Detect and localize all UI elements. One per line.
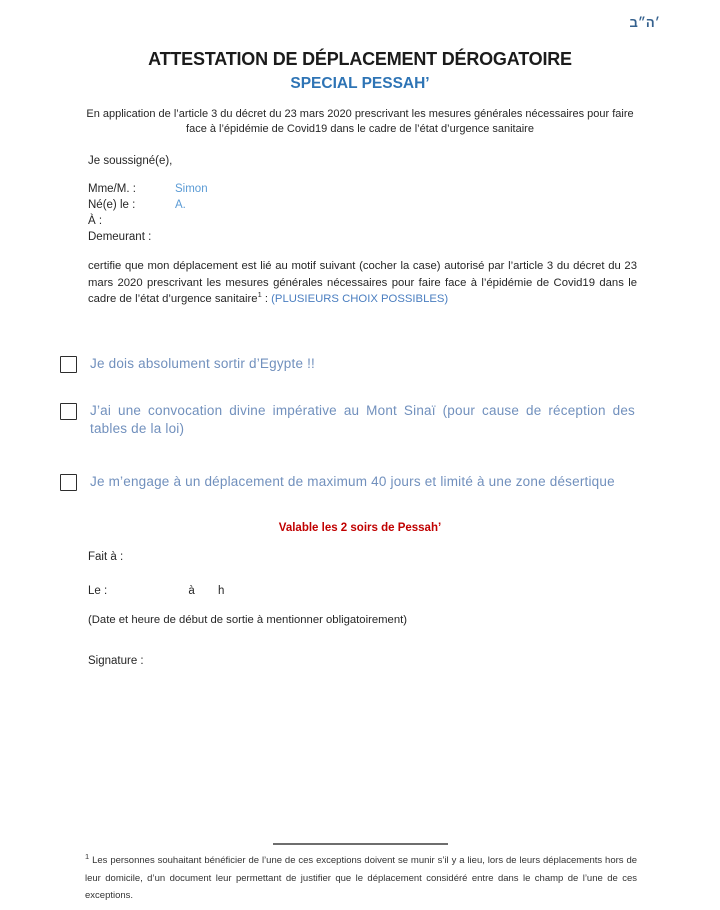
field-value-name[interactable]: Simon [175,183,208,195]
footnote-separator-rule [273,843,448,845]
field-value-birthdate[interactable]: A. [175,199,186,211]
validity-note: Valable les 2 soirs de Pessah’ [278,522,442,534]
field-label-birthplace: À : [88,215,103,227]
identity-field-row [88,215,647,231]
certify-separator: : [261,293,272,305]
made-at-label: Fait à : [88,551,124,563]
signature-label: Signature : [88,655,144,667]
date-label: Le : [88,585,108,597]
date-time-line [88,585,224,597]
motive-checkbox-3[interactable] [60,474,77,491]
motive-row-convocation-sinai [60,402,635,438]
identity-fields [88,183,647,247]
footnote-text [85,852,637,905]
salutation-text: Je soussigné(e), [88,155,173,167]
footnote-ref-marker: 1 [257,290,262,300]
field-label-address: Demeurant : [88,231,152,243]
motive-label-2: J’ai une convocation divine impérative au Mont Sinaï (pour cause de réception des tables de la loi) [90,403,635,436]
certify-text: certifie que mon déplacement est lié au motif suivant (cocher la case) autorisé par l’article 3 du décret du 23 mars 2020 prescrivant les mesures générales nécessaires pour faire face à l’épidémie de Covid19 dans le cadre de l’état d’urgence sanitaire [88,260,637,305]
motive-label-1: Je dois absolument sortir d’Egypte !! [90,356,316,371]
date-instruction: (Date et heure de début de sortie à mentionner obligatoirement) [88,614,408,626]
field-label-name: Mme/M. : [88,183,136,195]
identity-field-row [88,199,647,215]
multiple-choices-note: (PLUSIEURS CHOIX POSSIBLES) [271,293,449,305]
footnote-body: Les personnes souhaitant bénéficier de l’une de ces exceptions doivent se munir s’il y a lieu, lors de leurs déplacements hors de leur domicile, d’un document leur permettant de justifier que le déplacement considéré entre dans le champ de l’une de ces exceptions. [85,855,638,901]
motive-label-3: Je m’engage à un déplacement de maximum 40 jours et limité à une zone désertique [90,474,615,489]
at-label: à [188,585,195,597]
motive-row-40-jours-desert [60,473,635,491]
field-label-birthdate: Né(e) le : [88,199,136,211]
identity-field-row [88,183,647,199]
document-subtitle: SPECIAL PESSAH’ [290,75,430,92]
motive-checkbox-2[interactable] [60,403,77,420]
intro-paragraph: En application de l’article 3 du décret du 23 mars 2020 prescrivant les mesures générales nécessaires pour faire face à l’épidémie de Covid19 dans le cadre de l’état d’urgence sanitaire [86,108,634,135]
hebrew-blessing-mark: ב״ה׳ [629,15,660,30]
identity-field-row [88,231,647,247]
hour-label: h [218,585,225,597]
motive-row-sortir-egypte [60,355,635,373]
certify-paragraph [88,258,637,308]
document-title: ATTESTATION DE DÉPLACEMENT DÉROGATOIRE [148,49,572,69]
motive-checkbox-1[interactable] [60,356,77,373]
footnote-ref-number: 1 [85,851,90,861]
